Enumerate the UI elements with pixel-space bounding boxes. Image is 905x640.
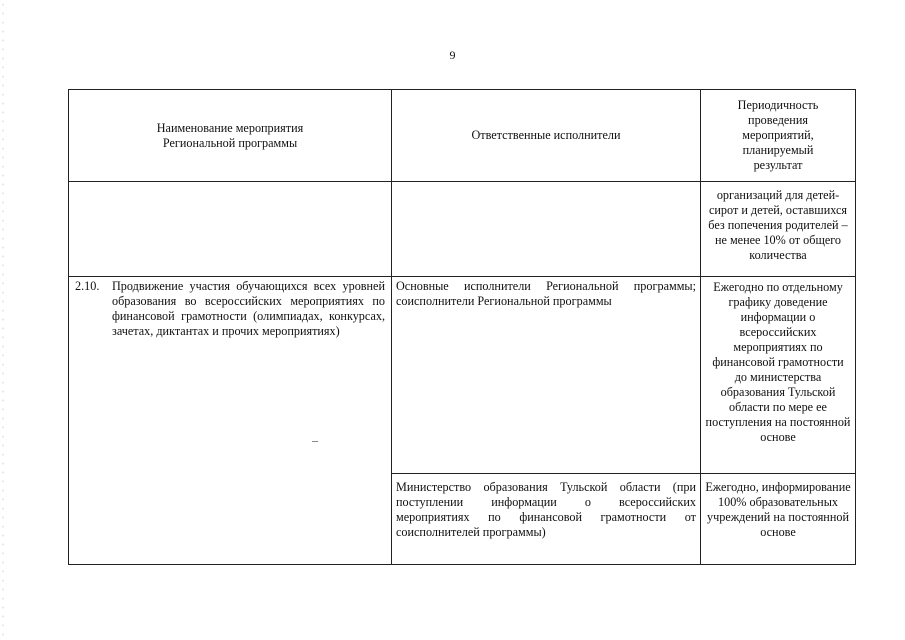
table-header-row bbox=[69, 90, 856, 182]
cell-result-continued: организаций для детей-сирот и детей, оставшихся без попечения родителей – не менее 10% от общего количества bbox=[701, 182, 856, 277]
cell-activity-2-10 bbox=[69, 277, 392, 565]
row-number: 2.10. bbox=[75, 279, 100, 293]
scan-artifact bbox=[312, 441, 318, 442]
scan-edge-marks bbox=[0, 0, 6, 640]
table-row-continuation bbox=[69, 182, 856, 277]
header-executors: Ответственные исполнители bbox=[392, 90, 701, 182]
program-table bbox=[68, 89, 856, 565]
cell-executors-1: Основные исполнители Региональной программы; соисполнители Региональной программы bbox=[392, 277, 701, 474]
header-activity-name: Наименование мероприятия Региональной программы bbox=[69, 90, 392, 182]
header-periodicity: Периодичность проведения мероприятий, планируемый результат bbox=[701, 90, 856, 182]
activity-name: Продвижение участия обучающихся всех уровней образования во всероссийских мероприятиях по финансовой грамотности (олимпиадах, конкурсах, зачетах, диктантах и прочих мероприятиях) bbox=[112, 279, 385, 338]
cell-empty bbox=[69, 182, 392, 277]
cell-executors-2: Министерство образования Тульской области (при поступлении информации о всероссийских мероприятиях по финансовой грамотности от соисполнителей программы) bbox=[392, 474, 701, 565]
cell-result-1: Ежегодно по отдельному графику доведение информации о всероссийских мероприятиях по финансовой грамотности до министерства образования Тульской области по мере ее поступления на постоянной основе bbox=[701, 277, 856, 474]
page-number: 9 bbox=[449, 48, 456, 62]
cell-result-2: Ежегодно, информирование 100% образовательных учреждений на постоянной основе bbox=[701, 474, 856, 565]
cell-empty bbox=[392, 182, 701, 277]
table-row-2-10 bbox=[69, 277, 856, 474]
